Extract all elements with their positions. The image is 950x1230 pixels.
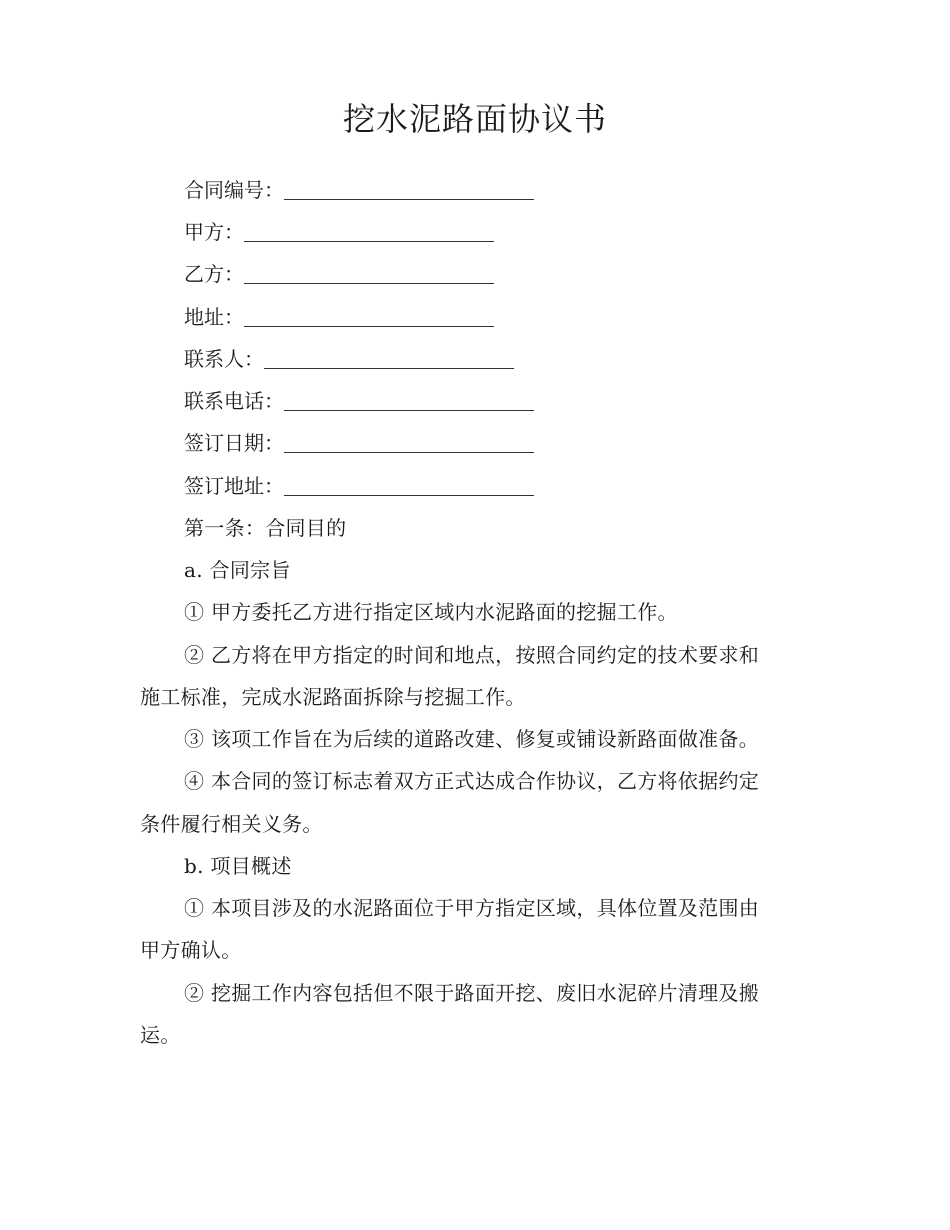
subsection-heading-a: a. 合同宗旨 bbox=[184, 558, 291, 582]
field-party-a bbox=[184, 218, 494, 246]
paragraph-b1-line1: ① 本项目涉及的水泥路面位于甲方指定区域，具体位置及范围由 bbox=[184, 896, 760, 920]
paragraph-b2-line1: ② 挖掘工作内容包括但不限于路面开挖、废旧水泥碎片清理及搬 bbox=[184, 981, 760, 1005]
field-contact-person bbox=[184, 345, 514, 373]
field-label: 联系人： bbox=[184, 347, 264, 371]
field-label: 地址： bbox=[184, 305, 244, 329]
paragraph-a4-line1: ④ 本合同的签订标志着双方正式达成合作协议，乙方将依据约定 bbox=[184, 769, 760, 793]
section-heading: 第一条：合同目的 bbox=[184, 516, 347, 540]
paragraph-b2-line2: 运。 bbox=[140, 1023, 181, 1047]
blank-line bbox=[284, 451, 534, 453]
blank-line bbox=[264, 367, 514, 369]
blank-line bbox=[284, 409, 534, 411]
field-address bbox=[184, 303, 494, 331]
field-label: 联系电话： bbox=[184, 389, 284, 413]
paragraph-a2-line1: ② 乙方将在甲方指定的时间和地点，按照合同约定的技术要求和 bbox=[184, 643, 760, 667]
paragraph-a1: ① 甲方委托乙方进行指定区域内水泥路面的挖掘工作。 bbox=[184, 600, 678, 624]
subsection-heading-b: b. 项目概述 bbox=[184, 854, 292, 878]
blank-line bbox=[244, 282, 494, 284]
field-label: 签订地址： bbox=[184, 474, 284, 498]
paragraph-a2-line2: 施工标准，完成水泥路面拆除与挖掘工作。 bbox=[140, 685, 526, 709]
field-label: 甲方： bbox=[184, 220, 244, 244]
paragraph-b1-line2: 甲方确认。 bbox=[140, 938, 242, 962]
blank-line bbox=[284, 494, 534, 496]
blank-line bbox=[284, 198, 534, 200]
field-party-b bbox=[184, 260, 494, 288]
field-signing-date bbox=[184, 429, 534, 457]
field-contact-phone bbox=[184, 387, 534, 415]
field-contract-number bbox=[184, 176, 534, 204]
field-label: 合同编号： bbox=[184, 178, 284, 202]
field-label: 乙方： bbox=[184, 262, 244, 286]
paragraph-a3: ③ 该项工作旨在为后续的道路改建、修复或铺设新路面做准备。 bbox=[184, 727, 760, 751]
paragraph-a4-line2: 条件履行相关义务。 bbox=[140, 812, 323, 836]
field-label: 签订日期： bbox=[184, 431, 284, 455]
document-title: 挖水泥路面协议书 bbox=[342, 100, 607, 138]
field-signing-place bbox=[184, 472, 534, 500]
blank-line bbox=[244, 325, 494, 327]
blank-line bbox=[244, 240, 494, 242]
